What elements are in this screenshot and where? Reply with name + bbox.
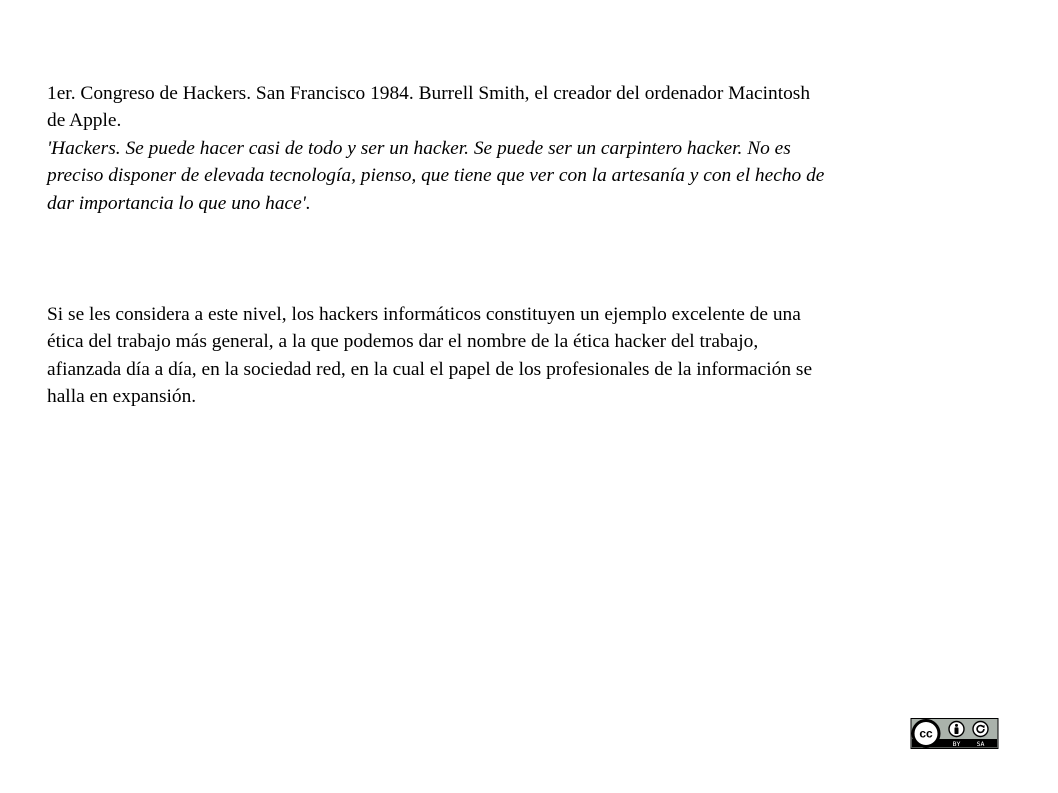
- sa-label: SA: [976, 740, 985, 749]
- cc-logo-text: cc: [919, 726, 933, 741]
- cc-by-sa-icon: [910, 718, 999, 749]
- body-line-1: Si se les considera a este nivel, los hackers informáticos constituyen un ejemplo excelente de una: [47, 304, 801, 325]
- body-line-4: halla en expansión.: [47, 386, 197, 408]
- quote-line-2: preciso disponer de elevada tecnología, pienso, que tiene que ver con la artesanía y con el hecho de: [47, 165, 825, 187]
- intro-line-1: 1er. Congreso de Hackers. San Francisco 1984. Burrell Smith, el creador del ordenador Macintosh: [47, 83, 811, 104]
- sa-share-alike-icon: [973, 722, 988, 737]
- body-paragraph: [47, 301, 1007, 411]
- body-line-3: afianzada día a día, en la sociedad red, en la cual el papel de los profesionales de la información se: [47, 358, 813, 380]
- quote-line-3: dar importancia lo que uno hace'.: [47, 192, 311, 214]
- by-label: BY: [952, 740, 961, 749]
- quote-line-1: 'Hackers. Se puede hacer casi de todo y ser un hacker. Se puede ser un carpintero hacker. No es: [47, 137, 791, 159]
- intro-line-2: de Apple.: [47, 110, 122, 132]
- by-attribution-icon: [949, 722, 964, 737]
- intro-block: [47, 80, 1007, 217]
- body-line-2: ética del trabajo más general, a la que podemos dar el nombre de la ética hacker del trabajo,: [47, 331, 759, 353]
